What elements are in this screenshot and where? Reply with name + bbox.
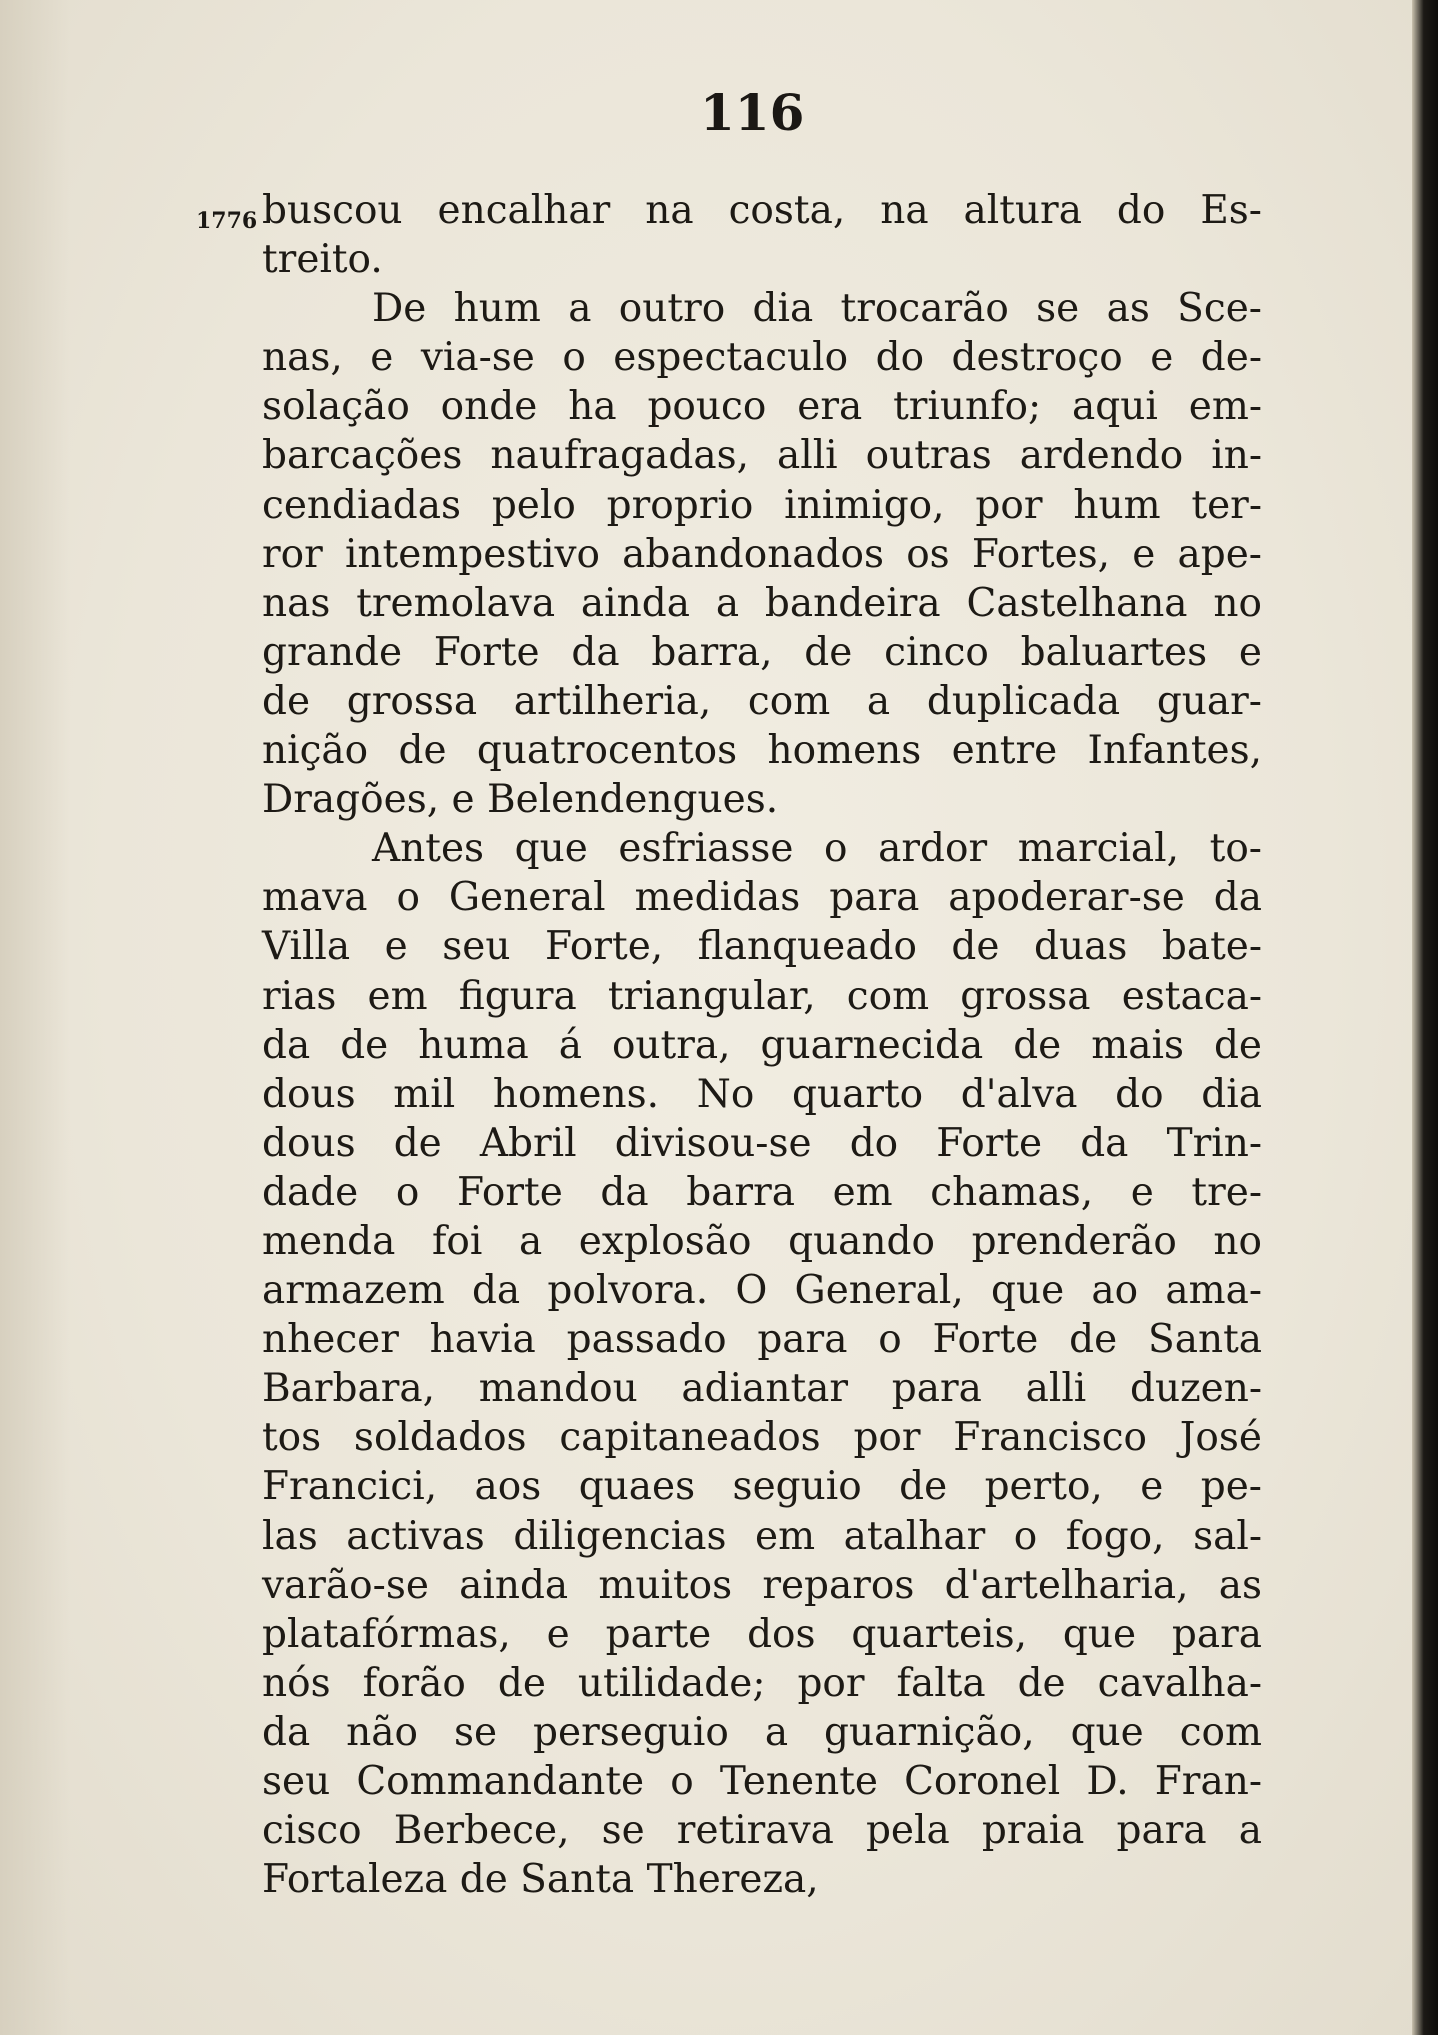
text-line: mava o General medidas para apoderar-se da: [262, 875, 1262, 921]
page-number: 116: [700, 83, 805, 142]
text-line: rias em figura triangular, com grossa estaca-: [262, 973, 1262, 1019]
text-line: dade o Forte da barra em chamas, e tre-: [262, 1169, 1262, 1215]
text-line: ror intempestivo abandonados os Fortes, e ape-: [262, 531, 1262, 577]
body-text: [262, 186, 1262, 1904]
text-line: platafórmas, e parte dos quarteis, que para: [262, 1611, 1262, 1657]
text-line: Villa e seu Forte, flanqueado de duas bate-: [262, 924, 1262, 970]
text-line: nhecer havia passado para o Forte de Santa: [262, 1317, 1262, 1363]
text-line: las activas diligencias em atalhar o fogo, sal-: [262, 1513, 1262, 1559]
text-line: Francici, aos quaes seguio de perto, e pe-: [262, 1464, 1262, 1510]
text-line: barcações naufragadas, alli outras ardendo in-: [262, 433, 1262, 479]
text-line: menda foi a explosão quando prenderão no: [262, 1218, 1262, 1264]
text-line: seu Commandante o Tenente Coronel D. Fran-: [262, 1759, 1262, 1804]
text-line: solação onde ha pouco era triunfo; aqui em-: [262, 384, 1262, 430]
text-line: nas tremolava ainda a bandeira Castelhana no: [262, 580, 1262, 626]
text-line: varão-se ainda muitos reparos d'artelharia, as: [262, 1562, 1262, 1608]
text-line: De hum a outro dia trocarão se as Sce-: [372, 286, 1262, 332]
text-line: tos soldados capitaneados por Francisco José: [262, 1415, 1262, 1461]
page-edge-right: [1412, 0, 1438, 2035]
margin-year: 1776: [196, 208, 258, 234]
text-line: nós forão de utilidade; por falta de cavalha-: [262, 1660, 1262, 1706]
text-line: da não se perseguio a guarnição, que com: [262, 1709, 1262, 1755]
text-line: treito.: [262, 237, 383, 283]
text-line: cisco Berbece, se retirava pela praia para a: [262, 1808, 1262, 1854]
text-line: Fortaleza de Santa Thereza,: [262, 1857, 819, 1903]
text-line: Dragões, e Belendengues.: [262, 777, 779, 823]
text-line: nas, e via-se o espectaculo do destroço e de-: [262, 335, 1262, 381]
text-line: da de huma á outra, guarnecida de mais de: [262, 1022, 1262, 1068]
text-line: Barbara, mandou adiantar para alli duzen-: [262, 1366, 1262, 1412]
text-line: dous de Abril divisou-se do Forte da Trin-: [262, 1120, 1262, 1166]
text-line: cendiadas pelo proprio inimigo, por hum ter-: [262, 482, 1262, 528]
text-line: dous mil homens. No quarto d'alva do dia: [262, 1071, 1262, 1117]
text-line: buscou encalhar na costa, na altura do Es-: [262, 188, 1262, 233]
text-line: grande Forte da barra, de cinco baluartes e: [262, 629, 1262, 675]
text-line: de grossa artilheria, com a duplicada guar-: [262, 678, 1262, 724]
text-line: Antes que esfriasse o ardor marcial, to-: [372, 826, 1262, 872]
page-shadow-left: [0, 0, 70, 2035]
text-line: nição de quatrocentos homens entre Infantes,: [262, 728, 1262, 774]
text-line: armazem da polvora. O General, que ao ama-: [262, 1268, 1262, 1314]
